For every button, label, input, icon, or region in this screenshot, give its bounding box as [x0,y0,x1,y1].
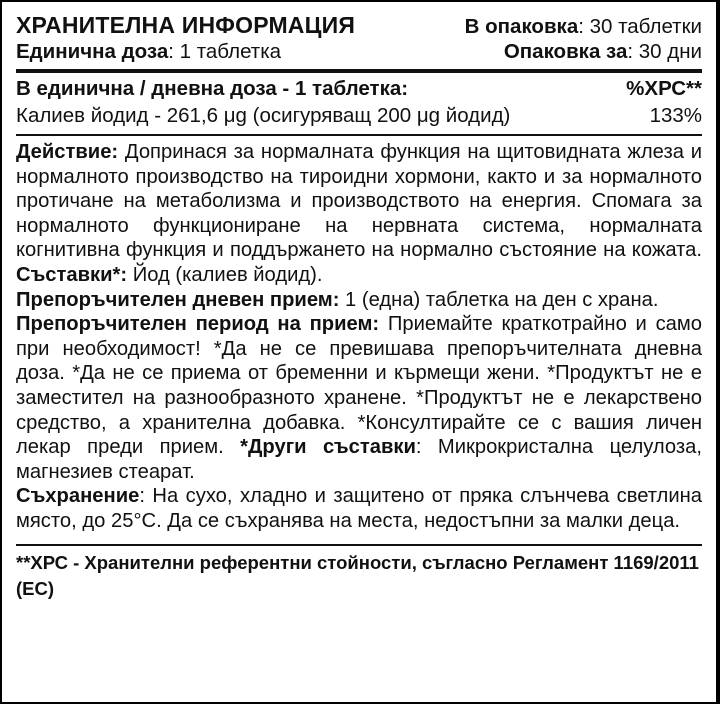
package-label: В опаковка [464,15,579,38]
storage-text: : На сухо, хладно и защитено от пряка слънчева светлина място, до 25°C. Да се съхранява на места, недостъпни за малки деца. [16,485,702,532]
package-value: : 30 таблетки [578,15,702,38]
package-for-value: : 30 дни [627,40,702,63]
nutrition-label [2,2,716,702]
daily-intake-paragraph [16,288,702,313]
header-row-1 [16,12,702,39]
daily-intake-text: 1 (една) таблетка на ден с храна. [339,288,659,311]
body-text [16,140,702,534]
period-paragraph [16,312,702,484]
daily-intake-label: Препоръчителен дневен прием: [16,288,340,311]
action-paragraph [16,140,702,288]
divider [16,544,702,546]
ingredients-text: Йод (калиев йодид). [127,263,323,286]
ingredients-label: Съставки*: [16,263,128,286]
divider [16,69,702,73]
ref-intake-heading: %ХРС** [626,77,702,100]
action-text: Допринася за нормалната функция на щитовидната жлеза и нормалното производство на тироидни хормони, както и за нормалното протичане на метаболизма и производството на енергия. Спомага за нормалното функциониране на нервната система, нормалната когнитивна функция и поддържането на нормално състояние на кожата. [16,141,702,262]
table-row [16,104,702,128]
table-header-row [16,77,702,101]
storage-paragraph [16,484,702,533]
dose-heading: В единична / дневна доза - 1 таблетка: [16,77,409,100]
package-duration [504,40,702,64]
action-label: Действие: [16,141,119,163]
unit-dose-value: : 1 таблетка [168,40,282,63]
unit-dose-label: Единична доза [16,40,169,63]
label-title: ХРАНИТЕЛНА ИНФОРМАЦИЯ [16,12,356,38]
package-count [465,15,702,39]
ingredient-amount: Калиев йодид - 261,6 μg (осигуряващ 200 μg йодид) [16,104,511,127]
divider [16,134,702,136]
storage-label: Съхранение [16,485,140,508]
other-ingredients-label: *Други съставки [240,436,416,459]
period-text: Приемайте краткотрайно и само при необходимост! *Да не се превишава препоръчителната дневна доза. *Да не се приема от бременни и кърмещи жени. *Продуктът не е заместител на разнообразното хранене. *Продуктът не е лекарствено средство, а хранителна добавка. *Консултирайте се с вашия личен лекар преди прием. [16,313,702,459]
other-ingredients-text: : Микрокристална целулоза, магнезиев стеарат. [16,436,702,483]
unit-dose [16,40,281,64]
package-for-label: Опаковка за [503,40,628,63]
period-label: Препоръчителен период на прием: [16,313,380,336]
ref-intake-percent: 133% [649,104,702,127]
footnote: **ХРС - Хранителни референтни стойности, съгласно Регламент 1169/2011 (ЕС) [16,551,699,599]
header-row-2 [16,40,702,64]
